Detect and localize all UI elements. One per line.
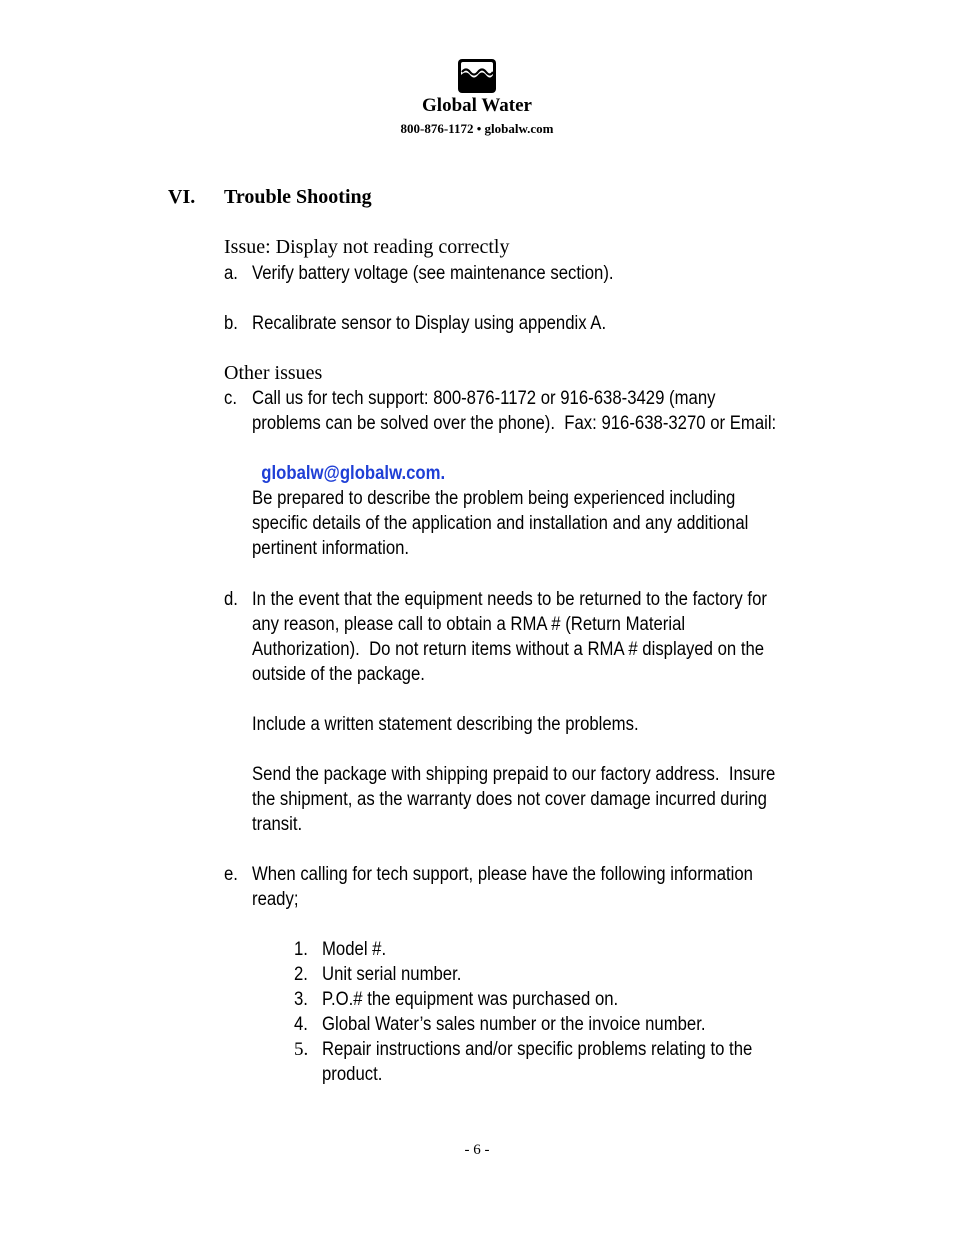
item-d-para1-line: In the event that the equipment needs to be returned to the factory for [252, 589, 767, 610]
item-c-email-line [252, 436, 445, 486]
item-e-line: When calling for tech support, please have the following information [252, 864, 753, 885]
list-item-number: 1. [294, 939, 308, 960]
list-item: P.O.# the equipment was purchased on. [322, 989, 619, 1010]
list-item: Global Water’s sales number or the invoice number. [322, 1014, 706, 1035]
page-number: - 6 - [464, 1142, 490, 1158]
list-item: Model #. [322, 939, 387, 960]
global-water-logo-icon [457, 58, 497, 94]
contact-line [0, 121, 954, 137]
item-c-marker: c. [224, 388, 238, 409]
section-title: Trouble Shooting [224, 186, 372, 208]
item-c-line: Call us for tech support: 800-876-1172 or 916-638-3429 (many [252, 388, 716, 409]
item-e-marker: e. [224, 864, 238, 885]
issue-heading: Issue: Display not reading correctly [224, 236, 510, 258]
item-d-para1-line: any reason, please call to obtain a RMA # (Return Material [252, 614, 686, 635]
list-item: Repair instructions and/or specific problems relating to the [322, 1039, 753, 1060]
list-item-number: 3. [294, 989, 308, 1010]
item-c-para2-line: pertinent information. [252, 538, 410, 559]
list-item: Unit serial number. [322, 964, 462, 985]
item-d-para3-line: the shipment, as the warranty does not cover damage incurred during [252, 789, 767, 810]
company-name: Global Water [422, 95, 532, 116]
phone-number: 800-876-1172 [400, 121, 474, 136]
website: globalw.com [484, 121, 554, 136]
list-item-number: 2. [294, 964, 308, 985]
item-d-marker: d. [224, 589, 238, 610]
item-c-para2-line: specific details of the application and installation and any additional [252, 513, 749, 534]
list-item-continuation: product. [322, 1064, 383, 1085]
list-item-number: 4. [294, 1014, 308, 1035]
item-d-para3-line: transit. [252, 814, 303, 835]
other-issues-heading: Other issues [224, 362, 323, 384]
item-a-text: Verify battery voltage (see maintenance section). [252, 263, 614, 284]
item-d-para2: Include a written statement describing the problems. [252, 714, 639, 735]
list-item-number: 5. [294, 1039, 309, 1060]
item-d-para3-line: Send the package with shipping prepaid to our factory address. Insure [252, 764, 776, 785]
email-link[interactable]: globalw@globalw.com [261, 463, 441, 484]
item-d-para1-line: outside of the package. [252, 664, 425, 685]
item-e-line: ready; [252, 889, 299, 910]
email-suffix: . [440, 463, 446, 484]
item-b-marker: b. [224, 313, 238, 334]
item-b-text: Recalibrate sensor to Display using appendix A. [252, 313, 607, 334]
item-c-para2-line: Be prepared to describe the problem being experienced including [252, 488, 736, 509]
item-a-marker: a. [224, 263, 238, 284]
bullet-separator: • [476, 121, 482, 136]
item-d-para1-line: Authorization). Do not return items without a RMA # displayed on the [252, 639, 765, 660]
item-c-line: problems can be solved over the phone). Fax: 916-638-3270 or Email: [252, 413, 777, 434]
section-number: VI. [168, 186, 196, 208]
